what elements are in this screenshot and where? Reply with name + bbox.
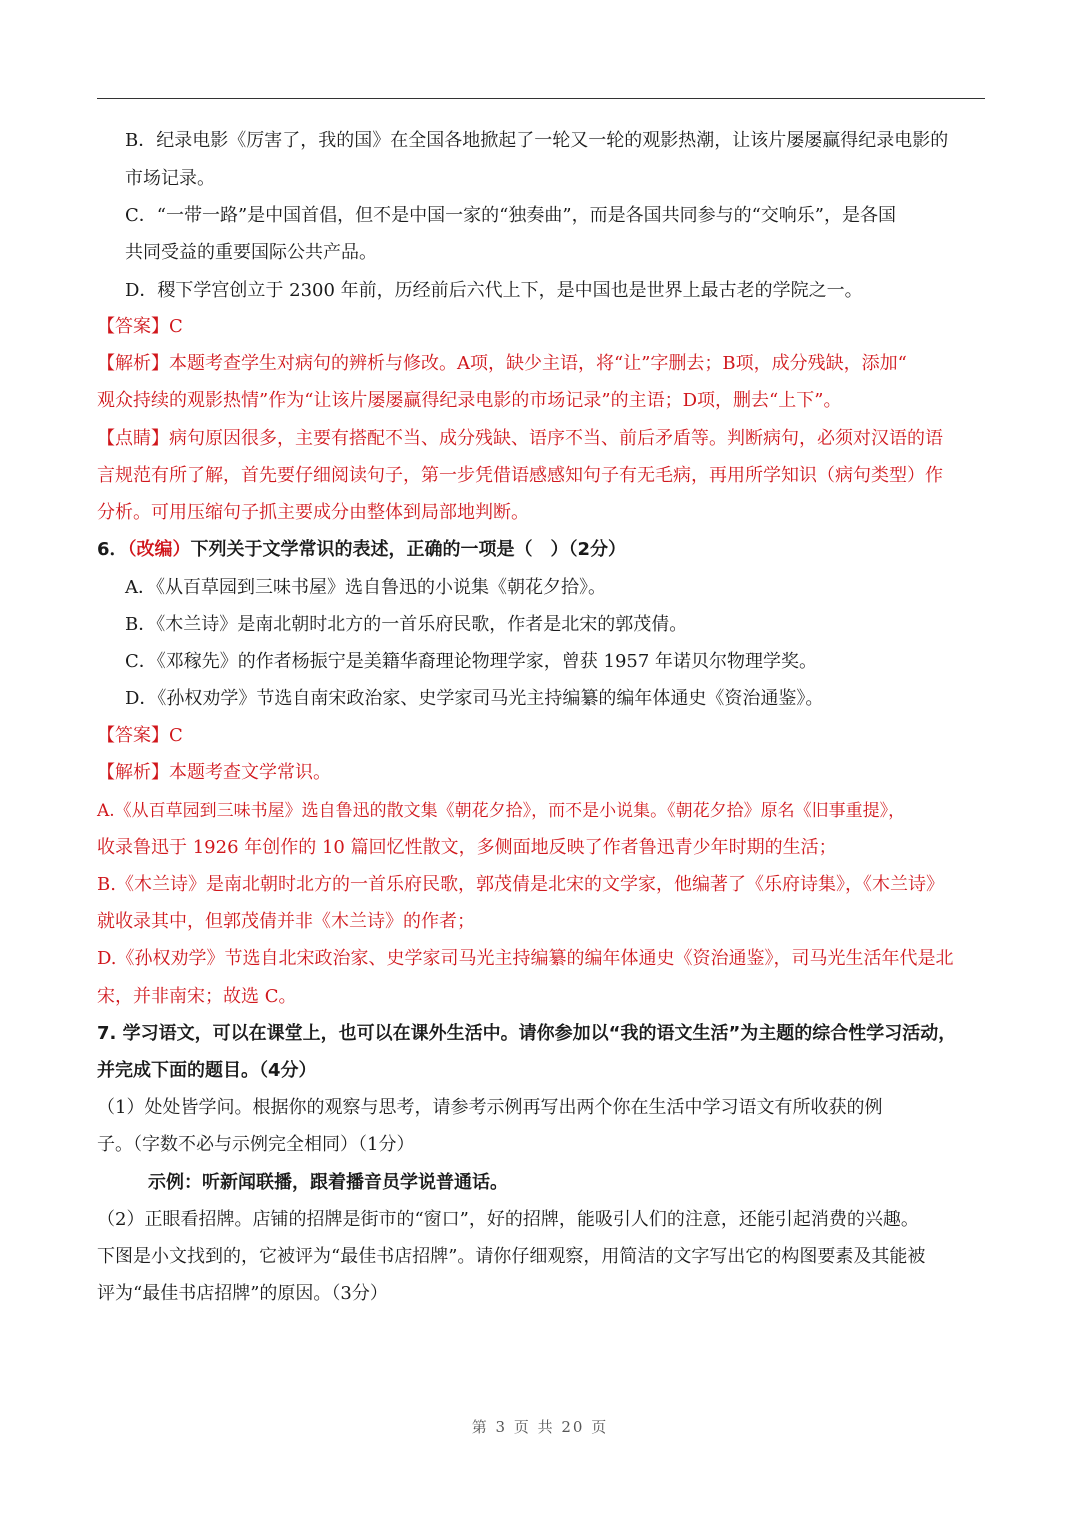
q5-analysis-line1: 【解析】本题考查学生对病句的辨析与修改。A项，缺少主语，将“让”字删去；B项，成分残缺，添加“	[97, 353, 907, 374]
q5-option-d-line1: D．稷下学宫创立于 2300 年前，历经前后六代上下，是中国也是世界上最古老的学院之一。	[125, 280, 863, 301]
q6-analysis-b-line2: 就收录其中，但郭茂倩并非《木兰诗》的作者；	[97, 911, 475, 932]
q5-option-c-line2: 共同受益的重要国际公共产品。	[125, 242, 377, 263]
q6-analysis-b-line1: B.《木兰诗》是南北朝时北方的一首乐府民歌，郭茂倩是北宋的文学家，他编著了《乐府诗集》，《木兰诗》	[97, 874, 944, 895]
q5-option-b-line1: B．纪录电影《厉害了，我的国》在全国各地掀起了一轮又一轮的观影热潮，让该片屡屡赢得纪录电影的	[125, 130, 949, 151]
q5-analysis-line2: 观众持续的观影热情”作为“让该片屡屡赢得纪录电影的市场记录”的主语；D项，删去“上下”。	[97, 390, 842, 411]
q5-tip-line2: 言规范有所了解，首先要仔细阅读句子，第一步凭借语感感知句子有无毛病，再用所学知识（病句类型）作	[97, 465, 943, 486]
page-footer: 第 3 页 共 20 页	[471, 1418, 609, 1436]
q6-analysis-d-line2: 宋，并非南宋；故选 C。	[97, 986, 297, 1007]
q5-answer: 【答案】C	[97, 316, 183, 337]
q6-option-d: D．《孙权劝学》节选自南宋政治家、史学家司马光主持编纂的编年体通史《资治通鉴》。	[125, 688, 824, 709]
q6-analysis-a-line2: 收录鲁迅于 1926 年创作的 10 篇回忆性散文，多侧面地反映了作者鲁迅青少年时期的生活；	[97, 837, 837, 858]
q6-option-c: C．《邓稼先》的作者杨振宁是美籍华裔理论物理学家，曾获 1957 年诺贝尔物理学奖。	[125, 651, 818, 672]
q7-example: 示例：听新闻联播，跟着播音员学说普通话。	[148, 1172, 508, 1193]
q6-stem	[97, 537, 626, 563]
q6-option-b: B．《木兰诗》是南北朝时北方的一首乐府民歌，作者是北宋的郭茂倩。	[125, 614, 688, 635]
q6-analysis-a-line1: A.《从百草园到三味书屋》选自鲁迅的散文集《朝花夕拾》，而不是小说集。《朝花夕拾》原名《旧事重提》，	[97, 801, 906, 821]
q5-tip-line3: 分析。可用压缩句子抓主要成分由整体到局部地判断。	[97, 502, 529, 523]
q6-answer: 【答案】C	[97, 725, 183, 746]
q7-part2-line2: 下图是小文找到的，它被评为“最佳书店招牌”。请你仔细观察，用简洁的文字写出它的构图要素及其能被	[97, 1246, 926, 1267]
q6-number: 6．	[97, 539, 128, 560]
q6-analysis-head: 【解析】本题考查文学常识。	[97, 762, 331, 783]
q5-option-c-line1: C．“一带一路”是中国首倡，但不是中国一家的“独奏曲”，而是各国共同参与的“交响乐”，是各国	[125, 205, 896, 226]
q7-part1-line1: （1）处处皆学问。根据你的观察与思考，请参考示例再写出两个你在生活中学习语文有所收获的例	[97, 1097, 883, 1118]
q6-stem-text: 下列关于文学常识的表述，正确的一项是（ ）（2分）	[190, 539, 627, 560]
q6-option-a: A．《从百草园到三味书屋》选自鲁迅的小说集《朝花夕拾》。	[125, 577, 606, 598]
q6-tag: （改编）	[127, 539, 191, 560]
q5-tip-line1: 【点睛】病句原因很多，主要有搭配不当、成分残缺、语序不当、前后矛盾等。判断病句，必须对汉语的语	[97, 428, 943, 449]
q6-analysis-d-line1: D.《孙权劝学》节选自北宋政治家、史学家司马光主持编纂的编年体通史《资治通鉴》，司马光生活年代是北	[97, 948, 954, 969]
q7-stem-line1: 7. 学习语文，可以在课堂上，也可以在课外生活中。请你参加以“我的语文生活”为主题的综合性学习活动，	[97, 1023, 957, 1044]
q7-part2-line1: （2）正眼看招牌。店铺的招牌是街市的“窗口”，好的招牌，能吸引人们的注意，还能引起消费的兴趣。	[97, 1209, 919, 1230]
q5-option-b-line2: 市场记录。	[125, 168, 215, 189]
header-rule	[97, 98, 985, 99]
q7-part1-line2: 子。（字数不必与示例完全相同）（1分）	[97, 1134, 415, 1155]
q7-stem-line2: 并完成下面的题目。（4分）	[97, 1060, 317, 1081]
q7-part2-line3: 评为“最佳书店招牌”的原因。（3分）	[97, 1283, 388, 1304]
